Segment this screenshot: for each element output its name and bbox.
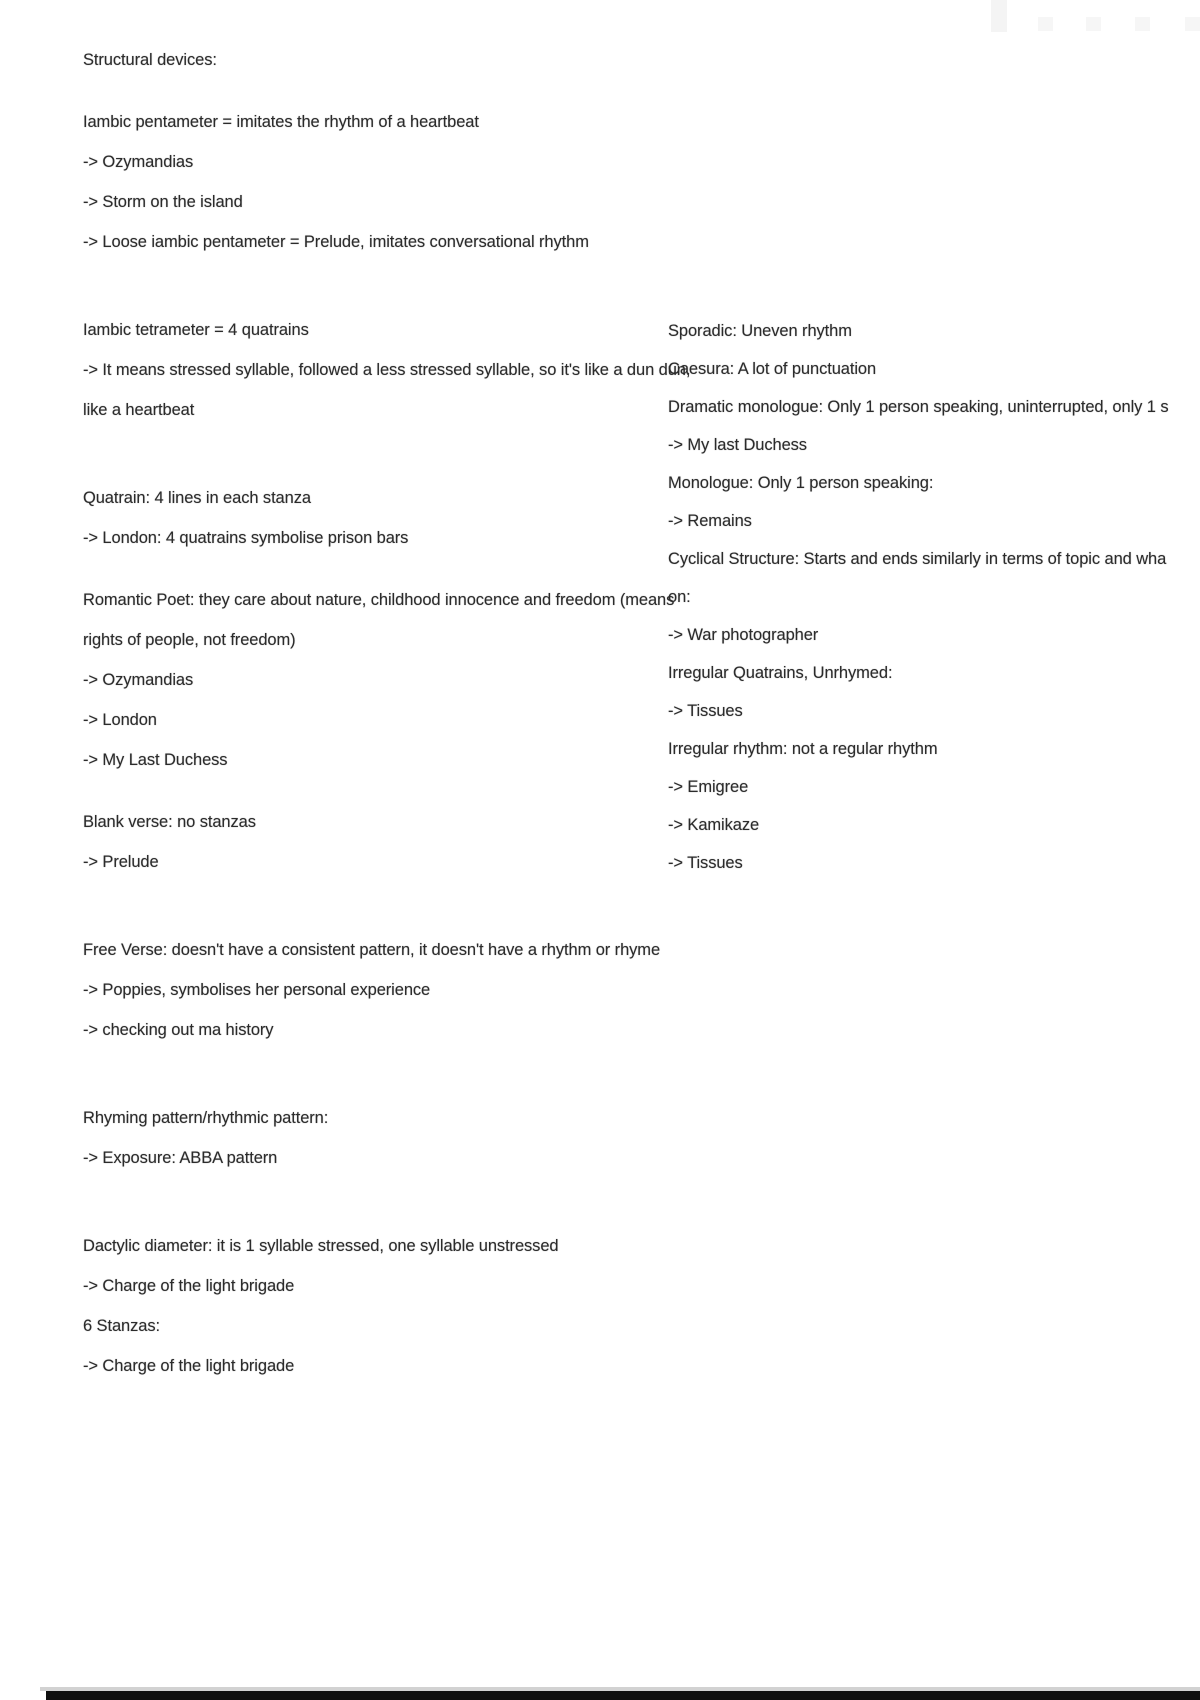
note-line: -> London: [83, 711, 157, 729]
note-block: [83, 40, 643, 80]
note-line: Rhyming pattern/rhythmic pattern:: [83, 1109, 329, 1127]
note-line: -> checking out ma history: [83, 1021, 274, 1039]
note-line: Romantic Poet: they care about nature, childhood innocence and freedom (means: [83, 591, 675, 609]
note-line: -> Kamikaze: [668, 816, 760, 834]
note-block: [83, 930, 661, 1050]
note-line: Iambic tetrameter = 4 quatrains: [83, 321, 309, 339]
note-line: -> Exposure: ABBA pattern: [83, 1149, 278, 1167]
note-block: [83, 802, 643, 882]
page-title: Structural devices:: [83, 51, 217, 69]
note-line: -> Remains: [668, 512, 752, 530]
note-line: Cyclical Structure: Starts and ends similarly in terms of topic and wha: [668, 550, 1167, 568]
right-column: [668, 312, 1200, 882]
note-line: -> Charge of the light brigade: [83, 1277, 295, 1295]
note-line: -> Storm on the island: [83, 193, 243, 211]
note-block: [83, 1226, 643, 1386]
scan-smudge-strip: [991, 0, 1007, 32]
note-line: -> Emigree: [668, 778, 749, 796]
note-line: -> Loose iambic pentameter = Prelude, imitates conversational rhythm: [83, 233, 589, 251]
note-block: [83, 1098, 643, 1178]
note-line: -> Tissues: [668, 702, 743, 720]
note-line: 6 Stanzas:: [83, 1317, 160, 1335]
note-line: -> Ozymandias: [83, 671, 194, 689]
note-line: Blank verse: no stanzas: [83, 813, 256, 831]
note-line: -> It means stressed syllable, followed a less stressed syllable, so it's like a dun dun,: [83, 361, 691, 379]
note-line: Iambic pentameter = imitates the rhythm of a heartbeat: [83, 113, 479, 131]
scan-smudge-square: [1185, 17, 1200, 31]
note-line: Dramatic monologue: Only 1 person speaking, uninterrupted, only 1 s: [668, 398, 1169, 416]
note-line: Free Verse: doesn't have a consistent pattern, it doesn't have a rhythm or rhyme: [83, 941, 661, 959]
scan-smudge-square: [1086, 17, 1101, 31]
note-line: -> Prelude: [83, 853, 159, 871]
note-line: Irregular rhythm: not a regular rhythm: [668, 740, 938, 758]
note-line: -> Tissues: [668, 854, 743, 872]
scan-smudge-square: [1038, 17, 1053, 31]
bottom-scan-edge-bar: [46, 1691, 1200, 1700]
note-line: Sporadic: Uneven rhythm: [668, 322, 852, 340]
note-line: -> London: 4 quatrains symbolise prison bars: [83, 529, 409, 547]
note-line: -> My last Duchess: [668, 436, 807, 454]
note-line: Monologue: Only 1 person speaking:: [668, 474, 934, 492]
note-line: Quatrain: 4 lines in each stanza: [83, 489, 311, 507]
note-line: -> Poppies, symbolises her personal experience: [83, 981, 431, 999]
note-block: [83, 580, 675, 780]
note-line: Caesura: A lot of punctuation: [668, 360, 877, 378]
note-block: [83, 310, 691, 430]
note-line: -> War photographer: [668, 626, 819, 644]
note-line: -> Ozymandias: [83, 153, 194, 171]
note-line: like a heartbeat: [83, 401, 195, 419]
note-block: [83, 102, 643, 262]
note-line: -> Charge of the light brigade: [83, 1357, 295, 1375]
left-column: [83, 40, 691, 1386]
scan-smudge-square: [1135, 17, 1150, 31]
note-line: rights of people, not freedom): [83, 631, 296, 649]
note-line: -> My Last Duchess: [83, 751, 228, 769]
note-line: Irregular Quatrains, Unrhymed:: [668, 664, 893, 682]
note-line: Dactylic diameter: it is 1 syllable stressed, one syllable unstressed: [83, 1237, 559, 1255]
note-line: on:: [668, 588, 691, 606]
note-block: [83, 478, 643, 558]
